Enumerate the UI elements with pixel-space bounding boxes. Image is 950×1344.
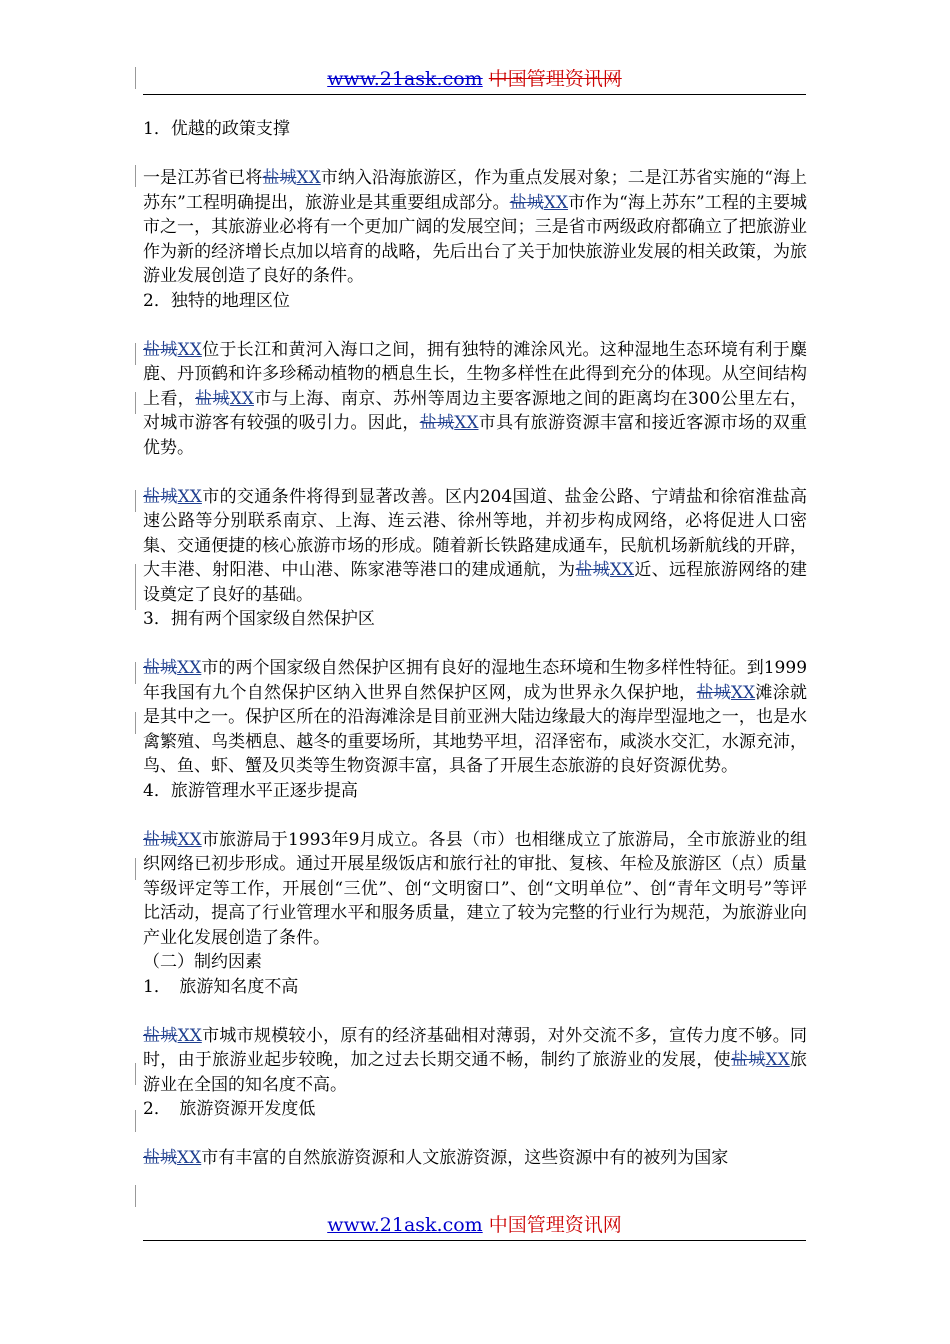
inserted-text: XX	[177, 1025, 202, 1046]
revision-bar	[135, 564, 136, 610]
revision-bar	[135, 1185, 136, 1207]
paragraph-spacer	[143, 1122, 807, 1147]
section-heading: 1． 旅游知名度不高	[143, 976, 299, 997]
inserted-text: XX	[730, 682, 756, 703]
inserted-text: XX	[177, 486, 202, 507]
margin-mark-top	[135, 67, 136, 89]
tracked-place-name	[262, 168, 320, 188]
body-paragraph: 盐城XX市有丰富的自然旅游资源和人文旅游资源，这些资源中有的被列为国家	[143, 1148, 729, 1168]
deleted-text: 盐城	[575, 560, 610, 580]
paragraph-spacer	[143, 313, 807, 338]
inserted-text: XX	[609, 560, 635, 580]
section-heading: 2． 旅游资源开发度低	[143, 1099, 316, 1119]
paragraph-spacer	[143, 803, 807, 828]
revision-bar	[135, 712, 136, 734]
inserted-text: XX	[177, 658, 202, 678]
body-paragraph: 盐城XX位于长江和黄河入海口之间，拥有独特的滩涂风光。这种湿地生态环境有利于麋鹿、丹顶鹤和许多珍稀动植物的栖息生长，生物多样性在此得到充分的体现。从空间结构上看，盐城XX市与上海、南京、苏州等周边主要客源地之间的距离均在300公里左右，对城市游客有较强的吸引力。因此，盐城XX市具有旅游资源丰富和接近客源市场的双重优势。	[143, 339, 808, 458]
body-paragraph: 盐城XX市的交通条件将得到显著改善。区内204国道、盐金公路、宁靖盐和徐宿淮盐高速公路等分别联系南京、上海、连云港、徐州等地，并初步构成网络，必将促进人口密集、交通便捷的核心旅游市场的形成。随着新长铁路建成通车，民航机场新航线的开辟，大丰港、射阳港、中山港、陈家港等港口的建成通航，为盐城XX近、远程旅游网络的建设奠定了良好的基础。	[143, 486, 808, 605]
tracked-place-name	[195, 389, 254, 409]
tracked-place-name	[575, 560, 634, 580]
deleted-text: 盐城	[262, 168, 297, 188]
deleted-text: 盐城	[143, 829, 178, 850]
revision-bar	[135, 490, 136, 512]
deleted-text: 盐城	[419, 413, 455, 433]
body-paragraph: 盐城XX市的两个国家级自然保护区拥有良好的湿地生态环境和生物多样性特征。到1999年我国有九个自然保护区纳入世界自然保护区网，成为世界永久保护地，盐城XX滩涂就是其中之一。保护区所在的沿海滩涂是目前亚洲大陆边缘最大的海岸型湿地之一，也是水禽繁殖、鸟类栖息、越冬的重要场所，其地势平坦，沼泽密布，咸淡水交汇，水源充沛，鸟、鱼、虾、蟹及贝类等生物资源丰富，具备了开展生态旅游的良好资源优势。	[143, 658, 808, 776]
tracked-place-name	[420, 413, 479, 433]
body-paragraph: 盐城XX市城市规模较小，原有的经济基础相对薄弱，对外交流不多，宣传力度不够。同时，由于旅游业起步较晚，加之过去长期交通不畅，制约了旅游业的发展，使盐城XX旅游业在全国的知名度不高。	[143, 1025, 808, 1095]
deleted-text: 盐城	[509, 192, 544, 213]
paragraph-spacer	[143, 632, 807, 657]
paragraph-spacer	[143, 460, 807, 485]
paragraph-spacer	[143, 142, 807, 167]
section-heading: 3．拥有两个国家级自然保护区	[143, 609, 375, 629]
inserted-text: XX	[765, 1050, 790, 1070]
tracked-place-name	[143, 830, 202, 850]
document-body	[143, 117, 807, 1171]
tracked-place-name	[510, 193, 568, 213]
revision-bar	[135, 662, 136, 684]
inserted-text: XX	[454, 413, 479, 433]
tracked-place-name	[143, 1148, 201, 1168]
tracked-place-name	[143, 1026, 202, 1046]
footer-site-name: 中国管理资讯网	[488, 1214, 622, 1236]
revision-bar	[135, 392, 136, 414]
inserted-text: XX	[177, 339, 202, 360]
page-header	[143, 67, 806, 95]
revision-bar	[135, 343, 136, 365]
deleted-text: 盐城	[143, 1025, 178, 1046]
inserted-text: XX	[177, 1148, 202, 1168]
header-url-link[interactable]: www.21ask.com	[327, 68, 483, 90]
tracked-place-name	[143, 658, 201, 678]
inserted-text: XX	[177, 829, 202, 850]
footer-url-link[interactable]: www.21ask.com	[327, 1214, 483, 1236]
section-heading: 1．优越的政策支撑	[143, 119, 290, 139]
tracked-place-name	[143, 340, 202, 360]
revision-bar	[135, 1063, 136, 1085]
deleted-text: 盐城	[143, 1148, 177, 1168]
revision-bar	[135, 1110, 136, 1132]
body-paragraph: 盐城XX市旅游局于1993年9月成立。各县（市）也相继成立了旅游局，全市旅游业的组织网络已初步形成。通过开展星级饭店和旅行社的审批、复核、年检及旅游区（点）质量等级评定等工作，开展创“三优”、创“文明窗口”、创“文明单位”、创“青年文明号”等评比活动，提高了行业管理水平和服务质量，建立了较为完整的行业行为规范，为旅游业向产业化发展创造了条件。	[143, 829, 808, 948]
tracked-place-name	[731, 1050, 790, 1070]
revision-bar	[135, 858, 136, 880]
body-paragraph: 一是江苏省已将盐城XX市纳入沿海旅游区，作为重点发展对象；二是江苏省实施的“海上苏东”工程明确提出，旅游业是其重要组成部分。盐城XX市作为“海上苏东”工程的主要城市之一，其旅游业必将有一个更加广阔的发展空间；三是省市两级政府都确立了把旅游业作为新的经济增长点加以培育的战略，先后出台了关于加快旅游业发展的相关政策，为旅游业发展创造了良好的条件。	[143, 168, 807, 286]
tracked-place-name	[696, 683, 755, 703]
inserted-text: XX	[543, 192, 568, 213]
section-heading: （二）制约因素	[143, 952, 262, 972]
revision-bar	[135, 165, 136, 187]
inserted-text: XX	[296, 168, 321, 188]
section-heading: 4．旅游管理水平正逐步提高	[143, 780, 358, 801]
deleted-text: 盐城	[143, 339, 178, 360]
deleted-text: 盐城	[730, 1050, 766, 1070]
section-heading: 2．独特的地理区位	[143, 290, 290, 311]
deleted-text: 盐城	[143, 658, 178, 678]
page-footer	[143, 1213, 806, 1241]
deleted-text: 盐城	[696, 682, 731, 703]
tracked-place-name	[143, 487, 202, 507]
header-site-name: 中国管理资讯网	[488, 68, 622, 90]
inserted-text: XX	[229, 388, 254, 409]
deleted-text: 盐城	[143, 486, 178, 507]
deleted-text: 盐城	[195, 388, 230, 409]
paragraph-spacer	[143, 999, 807, 1024]
